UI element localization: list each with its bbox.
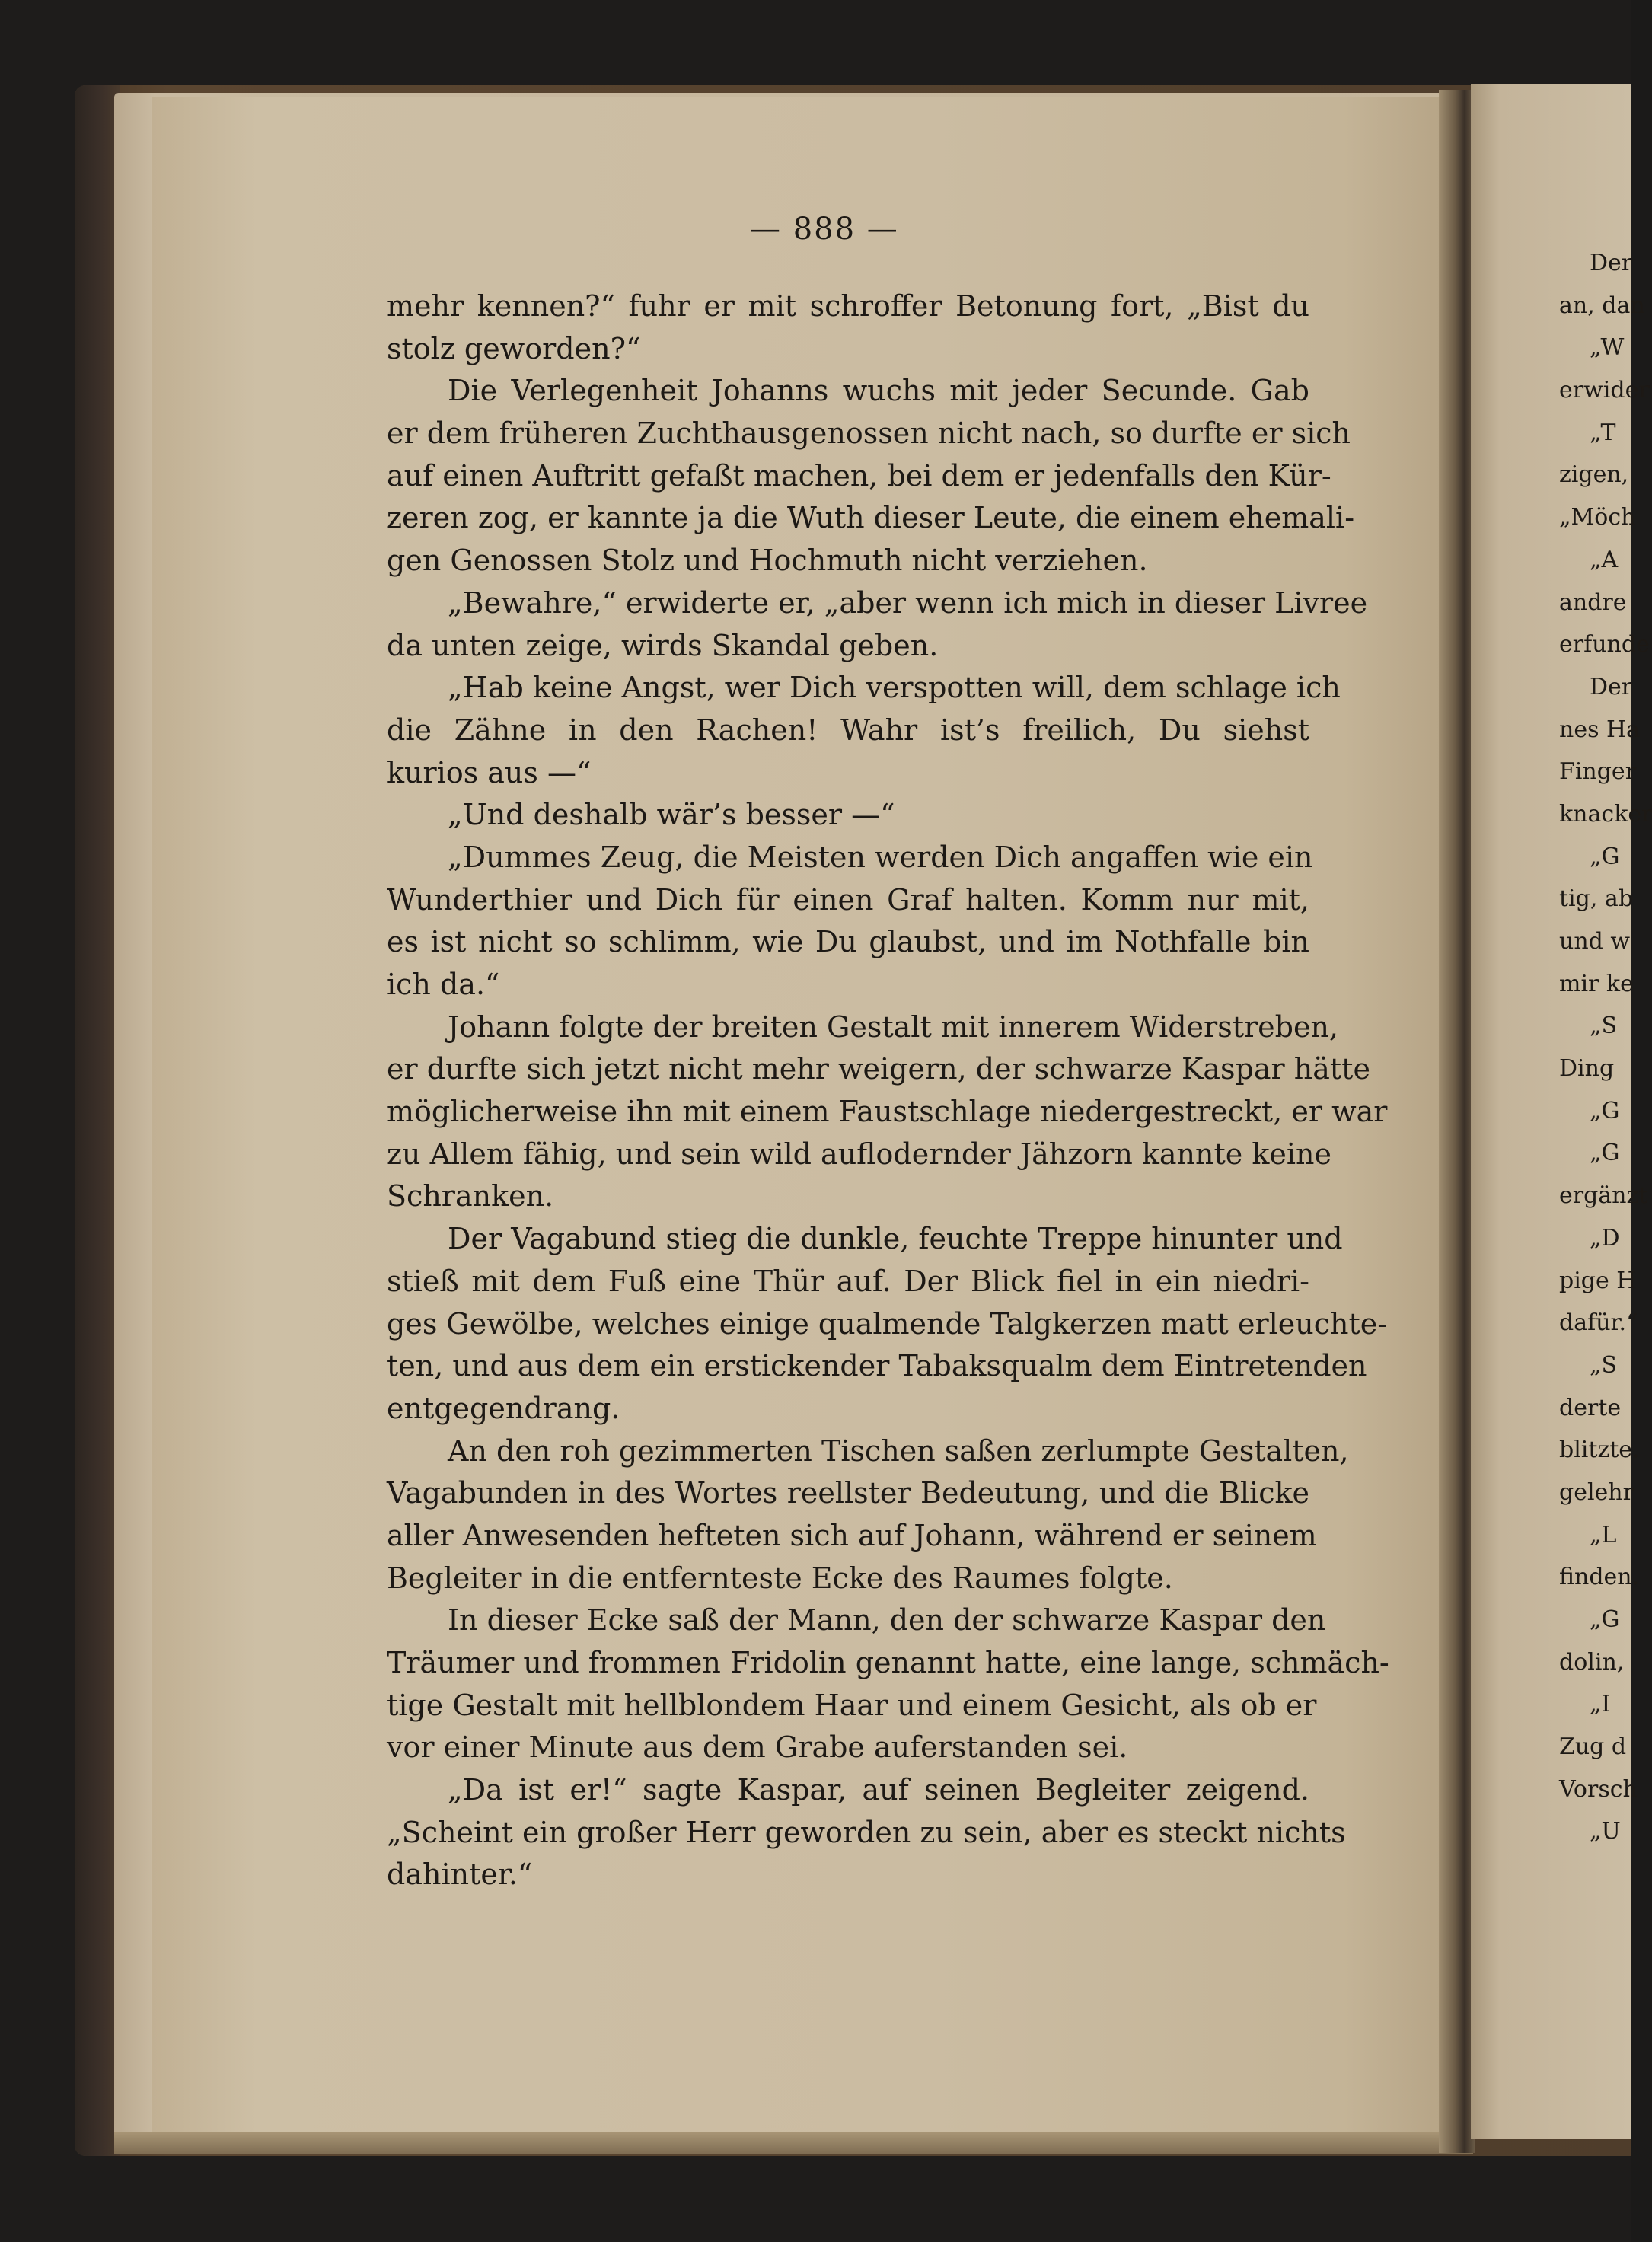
text-line: mehr kennen?“ fuhr er mit schroffer Betonung fort, „Bist du bbox=[387, 289, 1309, 323]
text-line: „Da ist er!“ sagte Kaspar, auf seinen Begleiter zeigend. bbox=[448, 1773, 1309, 1807]
text-line: die Zähne in den Rachen! Wahr ist’s freilich, Du siehst bbox=[387, 713, 1309, 747]
text-line: „Bewahre,“ erwiderte er, „aber wenn ich mich in dieser Livree bbox=[448, 585, 1368, 620]
text-line: Schranken. bbox=[387, 1179, 554, 1213]
text-line: möglicherweise ihn mit einem Faustschlage niedergestreckt, er war bbox=[387, 1095, 1388, 1129]
right-page-line: „I bbox=[1590, 1691, 1611, 1718]
right-page-line: Ding bbox=[1559, 1055, 1615, 1083]
text-line: er dem früheren Zuchthausgenossen nicht nach, so durfte er sich bbox=[387, 416, 1351, 451]
text-line: kurios aus —“ bbox=[387, 755, 592, 789]
text-line: da unten zeige, wirds Skandal geben. bbox=[387, 628, 939, 662]
right-page-line: Zug d bbox=[1559, 1733, 1627, 1761]
text-line: er durfte sich jetzt nicht mehr weigern, der schwarze Kaspar hätte bbox=[387, 1052, 1370, 1086]
right-page-line: tig, ab bbox=[1559, 885, 1634, 913]
text-line: „Hab keine Angst, wer Dich verspotten will, dem schlage ich bbox=[448, 671, 1341, 705]
text-line: es ist nicht so schlimm, wie Du glaubst, und im Nothfalle bin bbox=[387, 925, 1309, 959]
right-page-line: pige H bbox=[1559, 1267, 1637, 1294]
text-line: Wunderthier und Dich für einen Graf halten. Komm nur mit, bbox=[387, 882, 1309, 917]
right-page-line: „U bbox=[1590, 1818, 1621, 1845]
text-line: Begleiter in die entfernteste Ecke des Raumes folgte. bbox=[387, 1561, 1173, 1595]
right-page-line: finden. bbox=[1559, 1564, 1640, 1591]
right-page-line: mir ke bbox=[1559, 970, 1634, 997]
right-page-line: „S bbox=[1590, 1351, 1618, 1379]
right-page-line: dolin, bbox=[1559, 1648, 1625, 1676]
right-page-line: erwider bbox=[1559, 377, 1650, 404]
text-line: An den roh gezimmerten Tischen saßen zerlumpte Gestalten, bbox=[448, 1434, 1349, 1468]
right-page-line: nes Ha bbox=[1559, 716, 1641, 743]
text-line: dahinter.“ bbox=[387, 1858, 533, 1892]
page-bottom-edges bbox=[114, 2132, 1473, 2154]
book-spine-edge bbox=[75, 85, 120, 2156]
right-page-line: derte bbox=[1559, 1394, 1622, 1421]
text-line: In dieser Ecke saß der Mann, den der schwarze Kaspar den bbox=[448, 1603, 1326, 1638]
text-line: auf einen Auftritt gefaßt machen, bei dem er jedenfalls den Kür- bbox=[387, 458, 1331, 493]
text-line: stolz geworden?“ bbox=[387, 331, 641, 365]
right-page-line: „T bbox=[1590, 419, 1616, 446]
text-line: „Scheint ein großer Herr geworden zu sein, aber es steckt nichts bbox=[387, 1815, 1346, 1849]
text-line: „Dummes Zeug, die Meisten werden Dich angaffen wie ein bbox=[448, 840, 1313, 874]
right-page-line: „D bbox=[1590, 1224, 1620, 1252]
text-line: aller Anwesenden hefteten sich auf Johann, während er seinem bbox=[387, 1518, 1317, 1552]
right-page-line: erfunde bbox=[1559, 631, 1650, 659]
right-page-line: blitzte. bbox=[1559, 1437, 1640, 1464]
text-line: zeren zog, er kannte ja die Wuth dieser Leute, die einem ehemali- bbox=[387, 501, 1355, 535]
text-line: Vagabunden in des Wortes reellster Bedeutung, und die Blicke bbox=[387, 1476, 1309, 1510]
text-line: Johann folgte der breiten Gestalt mit innerem Widerstreben, bbox=[448, 1009, 1339, 1044]
main-text-block bbox=[387, 285, 1389, 1896]
right-page-line: an, dan bbox=[1559, 292, 1645, 319]
right-page-line: gelehr bbox=[1559, 1478, 1634, 1506]
right-page-line: ergänzt bbox=[1559, 1182, 1648, 1210]
right-page-line: dafür.“ bbox=[1559, 1309, 1638, 1337]
right-page-line: Vorsch bbox=[1559, 1775, 1638, 1803]
right-page-line: zigen, bbox=[1559, 461, 1629, 489]
right-page-text-fragment bbox=[1559, 242, 1652, 1853]
text-line: ges Gewölbe, welches einige qualmende Talgkerzen matt erleuchte- bbox=[387, 1306, 1388, 1341]
text-line: zu Allem fähig, und sein wild auflodernder Jähzorn kannte keine bbox=[387, 1137, 1331, 1171]
text-line: Die Verlegenheit Johanns wuchs mit jeder Secunde. Gab bbox=[448, 374, 1309, 408]
right-page-line: „G bbox=[1590, 1097, 1620, 1124]
right-page-line: „G bbox=[1590, 1606, 1620, 1633]
right-page-line: Finger bbox=[1559, 758, 1637, 786]
text-line: stieß mit dem Fuß eine Thür auf. Der Blick fiel in ein niedri- bbox=[387, 1264, 1309, 1298]
right-page-line: „G bbox=[1590, 843, 1620, 870]
right-page-line: andre bbox=[1559, 588, 1627, 616]
right-page-line: „A bbox=[1590, 546, 1619, 573]
text-line: „Und deshalb wär’s besser —“ bbox=[448, 798, 895, 832]
page-number: — 888 — bbox=[750, 212, 899, 247]
text-line: Träumer und frommen Fridolin genannt hatte, eine lange, schmäch- bbox=[387, 1646, 1389, 1679]
text-line: ich da.“ bbox=[387, 968, 500, 1001]
right-page-line: „G bbox=[1590, 1140, 1620, 1167]
text-line: tige Gestalt mit hellblondem Haar und einem Gesicht, als ob er bbox=[387, 1688, 1317, 1722]
right-page-line: und w bbox=[1559, 928, 1631, 955]
right-page-line: „W bbox=[1590, 334, 1625, 362]
text-line: vor einer Minute aus dem Grabe auferstanden sei. bbox=[387, 1730, 1128, 1765]
book-gutter bbox=[1439, 90, 1475, 2153]
text-line: Der Vagabund stieg die dunkle, feuchte Treppe hinunter und bbox=[448, 1222, 1343, 1256]
right-page-line: „S bbox=[1590, 1013, 1618, 1040]
right-page-line: „L bbox=[1590, 1521, 1617, 1548]
right-page-line: knacker bbox=[1559, 800, 1652, 828]
text-line: entgegendrang. bbox=[387, 1391, 620, 1425]
right-page-line: Der bbox=[1590, 250, 1633, 276]
right-page-line: „Möch bbox=[1559, 504, 1636, 531]
text-line: ten, und aus dem ein erstickender Tabaksqualm dem Eintretenden bbox=[387, 1349, 1367, 1383]
text-line: gen Genossen Stolz und Hochmuth nicht verziehen. bbox=[387, 544, 1148, 578]
right-page-line: Der bbox=[1590, 673, 1633, 700]
